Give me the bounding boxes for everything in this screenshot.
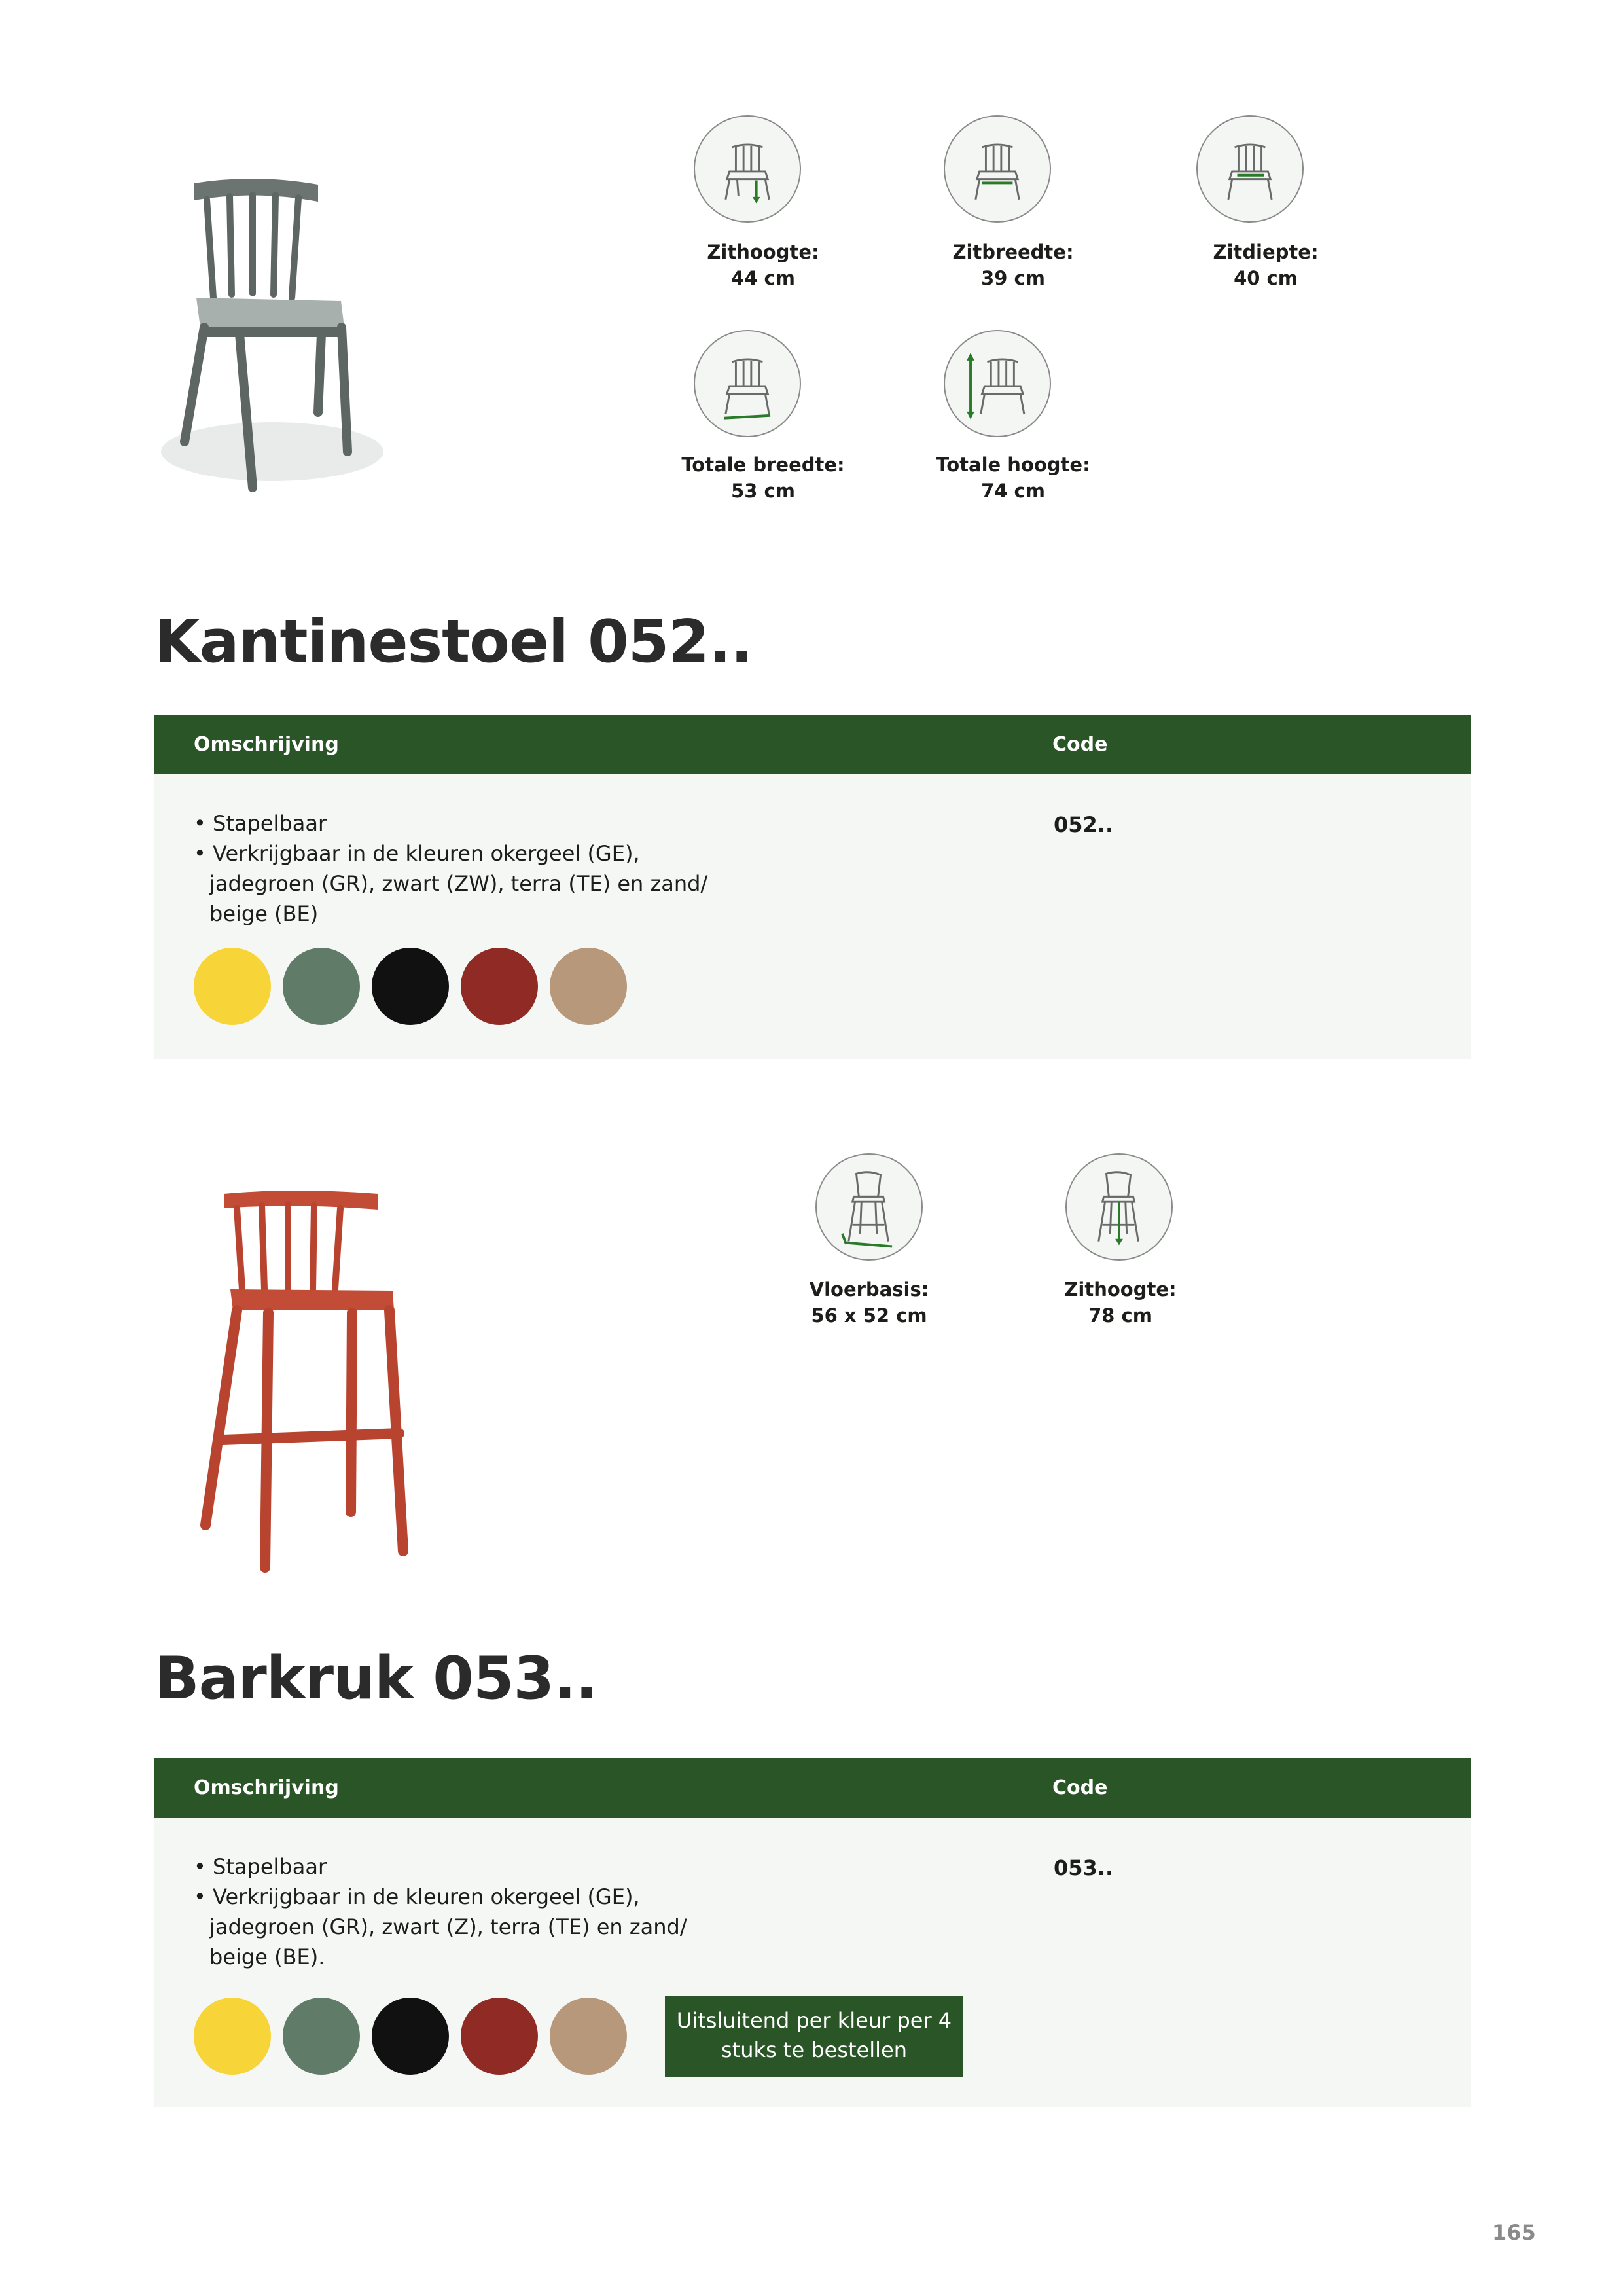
spec-seat-height — [645, 239, 881, 291]
page-number: 165 — [1492, 2220, 1536, 2245]
bullet-item: • Verkrijgbaar in de kleuren okergeel (GE), jadegroen (GR), zwart (Z), terra (TE) en zand/ beige (BE). — [194, 1884, 687, 1969]
table-body — [154, 1818, 1471, 2107]
color-swatch-yellow — [194, 1998, 271, 2075]
spec-value: 40 cm — [1234, 267, 1298, 289]
product-code: 053.. — [1054, 1856, 1114, 1880]
spec-label: Totale breedte: — [681, 454, 845, 476]
spec-value: 53 cm — [731, 480, 795, 502]
spec-value: 44 cm — [731, 267, 795, 289]
spec-value: 74 cm — [981, 480, 1045, 502]
spec-seat-width — [895, 239, 1131, 291]
header-description: Omschrijving — [194, 1776, 339, 1799]
seat-depth-icon — [1196, 115, 1304, 223]
color-swatch-beige — [550, 1998, 627, 2075]
spec-label: Zitbreedte: — [952, 241, 1074, 263]
product-code: 052.. — [1054, 812, 1114, 837]
spec-floor-base — [751, 1276, 987, 1329]
product-image-kantinestoel — [154, 170, 442, 497]
seat-width-icon — [944, 115, 1051, 223]
color-swatch-beige — [550, 948, 627, 1025]
header-code: Code — [1052, 733, 1108, 756]
header-code: Code — [1052, 1776, 1108, 1799]
floor-base-icon — [815, 1153, 923, 1261]
spec-label: Vloerbasis: — [809, 1278, 929, 1300]
spec-label: Totale hoogte: — [936, 454, 1090, 476]
product-image-barkruk — [183, 1185, 425, 1577]
spec-seat-depth — [1148, 239, 1383, 291]
seat-height-icon — [1065, 1153, 1173, 1261]
description — [194, 808, 717, 929]
color-swatch-green — [283, 948, 360, 1025]
spec-value: 56 x 52 cm — [811, 1304, 927, 1327]
spec-value: 78 cm — [1088, 1304, 1152, 1327]
color-swatch-yellow — [194, 948, 271, 1025]
spec-label: Zithoogte: — [707, 241, 819, 263]
seat-height-icon — [694, 115, 801, 223]
description — [194, 1852, 704, 1972]
product-title: Barkruk 053.. — [154, 1644, 597, 1713]
color-swatch-black — [372, 948, 449, 1025]
product-title: Kantinestoel 052.. — [154, 607, 753, 676]
spec-label: Zitdiepte: — [1213, 241, 1319, 263]
total-width-icon — [694, 330, 801, 437]
spec-total-height — [895, 452, 1131, 504]
bullet-item: • Stapelbaar — [194, 1854, 327, 1879]
table-header — [154, 1758, 1471, 1818]
order-note: Uitsluitend per kleur per 4 stuks te bestellen — [665, 1996, 963, 2077]
color-swatch-green — [283, 1998, 360, 2075]
color-swatch-terra — [461, 948, 538, 1025]
color-swatch-black — [372, 1998, 449, 2075]
table-header — [154, 715, 1471, 774]
header-description: Omschrijving — [194, 733, 339, 756]
spec-label: Zithoogte: — [1064, 1278, 1177, 1300]
spec-total-width — [645, 452, 881, 504]
color-swatch-terra — [461, 1998, 538, 2075]
bullet-item: • Verkrijgbaar in de kleuren okergeel (GE), jadegroen (GR), zwart (ZW), terra (TE) en zand/ beige (BE) — [194, 841, 708, 926]
table-body — [154, 774, 1471, 1059]
spec-value: 39 cm — [981, 267, 1045, 289]
bullet-item: • Stapelbaar — [194, 811, 327, 836]
spec-seat-height — [1003, 1276, 1238, 1329]
total-height-icon — [944, 330, 1051, 437]
